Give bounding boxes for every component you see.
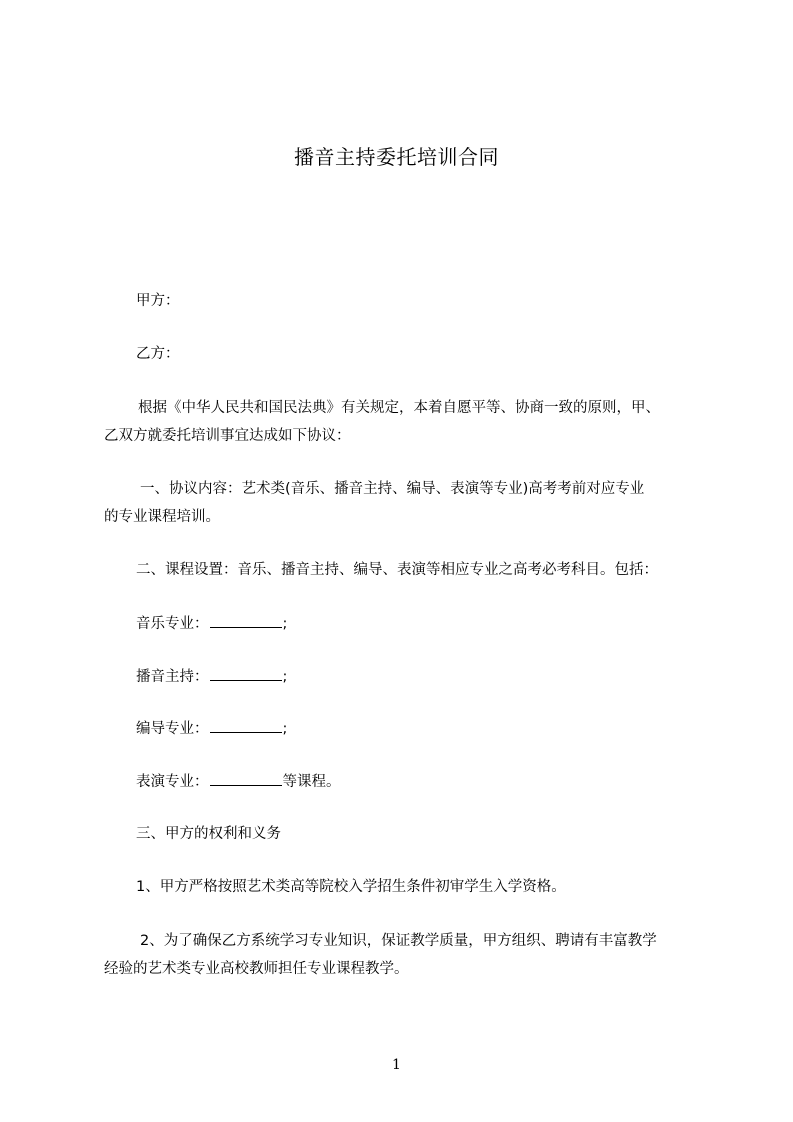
course-music-line [136,613,287,634]
clause-3-heading: 三、甲方的权利和义务 [136,826,281,842]
clause-3-item-2-line-2: 经验的艺术类专业高校教师担任专业课程教学。 [104,961,409,977]
course-directing-blank[interactable] [210,718,282,733]
party-b-line: 乙方： [136,346,180,362]
course-broadcast-label: 播音主持： [136,669,209,685]
page-number: 1 [392,1057,401,1073]
course-broadcast-blank[interactable] [210,666,282,681]
course-directing-line [136,718,287,739]
preamble-line-1: 根据《中华人民共和国民法典》有关规定，本着自愿平等、协商一致的原则，甲、 [138,400,660,416]
course-acting-line [136,771,341,792]
course-acting-suffix: 等课程。 [282,774,341,790]
course-broadcast-line [136,666,287,687]
clause-3-item-2-line-1: 2、为了确保乙方系统学习专业知识，保证教学质量，甲方组织、聘请有丰富教学 [140,933,657,949]
course-music-label: 音乐专业： [136,616,209,632]
course-directing-suffix: ; [282,721,288,737]
course-directing-label: 编导专业： [136,721,209,737]
preamble-line-2: 乙双方就委托培训事宜达成如下协议： [104,428,351,444]
party-a-line: 甲方： [136,293,180,309]
course-broadcast-suffix: ; [282,669,288,685]
clause-1-line-2: 的专业课程培训。 [104,509,220,525]
document-title: 播音主持委托培训合同 [294,145,499,169]
course-acting-blank[interactable] [210,771,282,786]
course-acting-label: 表演专业： [136,774,209,790]
clause-2-line: 二、课程设置：音乐、播音主持、编导、表演等相应专业之高考必考科目。包括： [136,562,658,578]
course-music-suffix: ; [282,616,288,632]
clause-1-line-1: 一、协议内容：艺术类(音乐、播音主持、编导、表演等专业)高考考前对应专业 [140,481,645,497]
clause-3-item-1: 1、甲方严格按照艺术类高等院校入学招生条件初审学生入学资格。 [136,879,566,895]
course-music-blank[interactable] [210,613,282,628]
